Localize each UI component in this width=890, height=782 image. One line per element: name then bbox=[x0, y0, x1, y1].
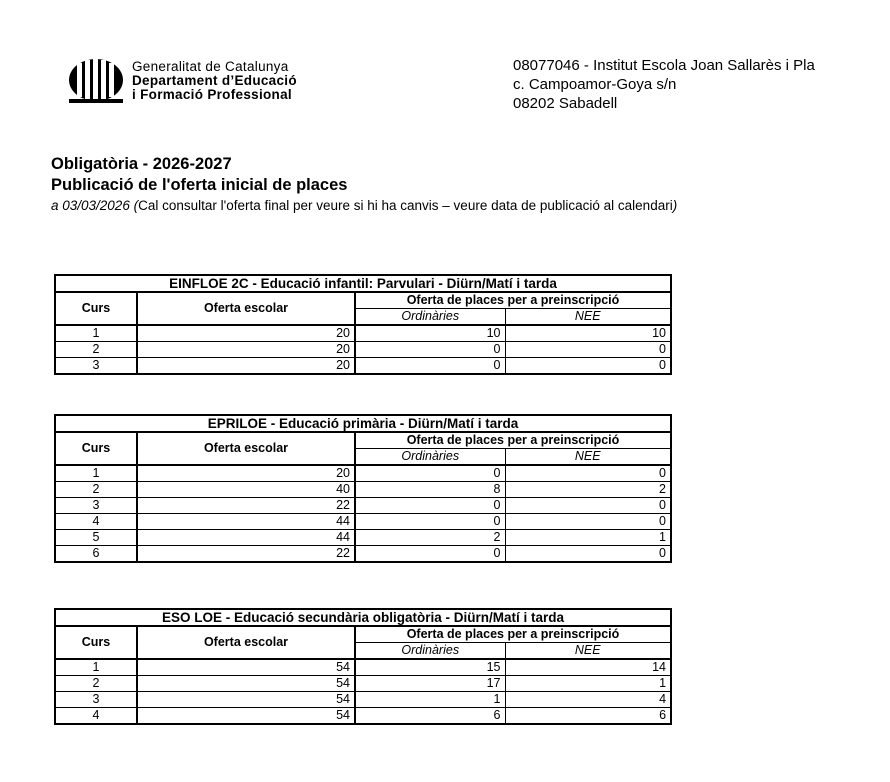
cell-curs: 1 bbox=[55, 325, 137, 342]
col-header-preinscripcio: Oferta de places per a preinscripció bbox=[355, 292, 671, 309]
table-body bbox=[55, 465, 671, 562]
col-header-ordinaries: Ordinàries bbox=[355, 309, 505, 326]
table-row bbox=[55, 465, 671, 482]
publication-note bbox=[51, 197, 677, 215]
table-row bbox=[55, 514, 671, 530]
col-header-oferta: Oferta escolar bbox=[137, 292, 355, 325]
cell-nee: 0 bbox=[505, 498, 671, 514]
cell-ordinaries: 1 bbox=[355, 692, 505, 708]
table-row bbox=[55, 692, 671, 708]
col-header-curs: Curs bbox=[55, 292, 137, 325]
cell-curs: 4 bbox=[55, 514, 137, 530]
table-title: ESO LOE - Educació secundària obligatòria - Diürn/Matí i tarda bbox=[55, 609, 671, 626]
publication-date: a 03/03/2026 bbox=[51, 198, 130, 213]
table-row bbox=[55, 676, 671, 692]
cell-oferta: 22 bbox=[137, 546, 355, 563]
cell-ordinaries: 10 bbox=[355, 325, 505, 342]
cell-oferta: 44 bbox=[137, 530, 355, 546]
cell-curs: 2 bbox=[55, 482, 137, 498]
cell-ordinaries: 0 bbox=[355, 498, 505, 514]
cell-ordinaries: 17 bbox=[355, 676, 505, 692]
col-header-ordinaries: Ordinàries bbox=[355, 643, 505, 660]
col-header-oferta: Oferta escolar bbox=[137, 432, 355, 465]
logo-line-departament: Departament d’Educació bbox=[132, 73, 297, 88]
table-body bbox=[55, 325, 671, 374]
table-row bbox=[55, 530, 671, 546]
school-street: c. Campoamor-Goya s/n bbox=[513, 76, 677, 93]
cell-nee: 4 bbox=[505, 692, 671, 708]
col-header-nee: NEE bbox=[505, 643, 671, 660]
cell-oferta: 20 bbox=[137, 342, 355, 358]
col-header-nee: NEE bbox=[505, 309, 671, 326]
publication-note-text: Cal consultar l'oferta final per veure si hi ha canvis – veure data de publicació al calendari bbox=[138, 198, 673, 213]
school-code-name: 08077046 - Institut Escola Joan Sallarès i Pla bbox=[513, 57, 815, 74]
school-address bbox=[513, 56, 815, 113]
cell-nee: 0 bbox=[505, 465, 671, 482]
table-row bbox=[55, 659, 671, 676]
note-close-paren: ) bbox=[672, 198, 678, 213]
cell-oferta: 22 bbox=[137, 498, 355, 514]
cell-nee: 1 bbox=[505, 676, 671, 692]
cell-nee: 10 bbox=[505, 325, 671, 342]
table-title: EINFLOE 2C - Educació infantil: Parvulari - Diürn/Matí i tarda bbox=[55, 275, 671, 292]
cell-ordinaries: 0 bbox=[355, 546, 505, 563]
cell-ordinaries: 8 bbox=[355, 482, 505, 498]
document-subtitle: Publicació de l'oferta inicial de places bbox=[51, 176, 348, 194]
cell-ordinaries: 2 bbox=[355, 530, 505, 546]
cell-curs: 2 bbox=[55, 676, 137, 692]
table-row bbox=[55, 342, 671, 358]
cell-oferta: 54 bbox=[137, 708, 355, 725]
document-title: Obligatòria - 2026-2027 bbox=[51, 155, 232, 173]
logo-line-generalitat: Generalitat de Catalunya bbox=[132, 59, 289, 74]
table-title: EPRILOE - Educació primària - Diürn/Matí i tarda bbox=[55, 415, 671, 432]
cell-curs: 1 bbox=[55, 465, 137, 482]
cell-nee: 0 bbox=[505, 546, 671, 563]
cell-nee: 0 bbox=[505, 514, 671, 530]
col-header-oferta: Oferta escolar bbox=[137, 626, 355, 659]
cell-curs: 3 bbox=[55, 692, 137, 708]
cell-oferta: 20 bbox=[137, 465, 355, 482]
col-header-nee: NEE bbox=[505, 449, 671, 466]
table-body bbox=[55, 659, 671, 724]
cell-oferta: 20 bbox=[137, 358, 355, 375]
offer-table-infantil bbox=[54, 274, 672, 375]
col-header-curs: Curs bbox=[55, 626, 137, 659]
cell-curs: 1 bbox=[55, 659, 137, 676]
cell-curs: 6 bbox=[55, 546, 137, 563]
cell-oferta: 54 bbox=[137, 659, 355, 676]
offer-table-eso bbox=[54, 608, 672, 725]
table-row bbox=[55, 325, 671, 342]
cell-oferta: 54 bbox=[137, 676, 355, 692]
cell-nee: 0 bbox=[505, 358, 671, 375]
table-row bbox=[55, 708, 671, 725]
logo-line-formacio: i Formació Professional bbox=[132, 87, 292, 102]
offer-table-primaria bbox=[54, 414, 672, 563]
cell-oferta: 40 bbox=[137, 482, 355, 498]
cell-curs: 3 bbox=[55, 358, 137, 375]
col-header-curs: Curs bbox=[55, 432, 137, 465]
cell-oferta: 20 bbox=[137, 325, 355, 342]
table-row bbox=[55, 498, 671, 514]
cell-nee: 1 bbox=[505, 530, 671, 546]
cell-curs: 2 bbox=[55, 342, 137, 358]
cell-nee: 6 bbox=[505, 708, 671, 725]
cell-curs: 5 bbox=[55, 530, 137, 546]
table-row bbox=[55, 358, 671, 375]
table-row bbox=[55, 482, 671, 498]
col-header-ordinaries: Ordinàries bbox=[355, 449, 505, 466]
col-header-preinscripcio: Oferta de places per a preinscripció bbox=[355, 432, 671, 449]
cell-nee: 14 bbox=[505, 659, 671, 676]
cell-ordinaries: 0 bbox=[355, 465, 505, 482]
cell-nee: 2 bbox=[505, 482, 671, 498]
cell-ordinaries: 6 bbox=[355, 708, 505, 725]
cell-ordinaries: 0 bbox=[355, 514, 505, 530]
school-city: 08202 Sabadell bbox=[513, 95, 618, 112]
note-open-paren: ( bbox=[129, 198, 139, 213]
document-heading bbox=[51, 154, 677, 215]
cell-oferta: 44 bbox=[137, 514, 355, 530]
cell-ordinaries: 0 bbox=[355, 342, 505, 358]
cell-ordinaries: 15 bbox=[355, 659, 505, 676]
generalitat-emblem-icon bbox=[68, 58, 124, 104]
cell-curs: 3 bbox=[55, 498, 137, 514]
logo-wordmark bbox=[132, 60, 297, 102]
cell-oferta: 54 bbox=[137, 692, 355, 708]
col-header-preinscripcio: Oferta de places per a preinscripció bbox=[355, 626, 671, 643]
cell-ordinaries: 0 bbox=[355, 358, 505, 375]
generalitat-logo bbox=[68, 58, 368, 104]
cell-nee: 0 bbox=[505, 342, 671, 358]
cell-curs: 4 bbox=[55, 708, 137, 725]
table-row bbox=[55, 546, 671, 563]
